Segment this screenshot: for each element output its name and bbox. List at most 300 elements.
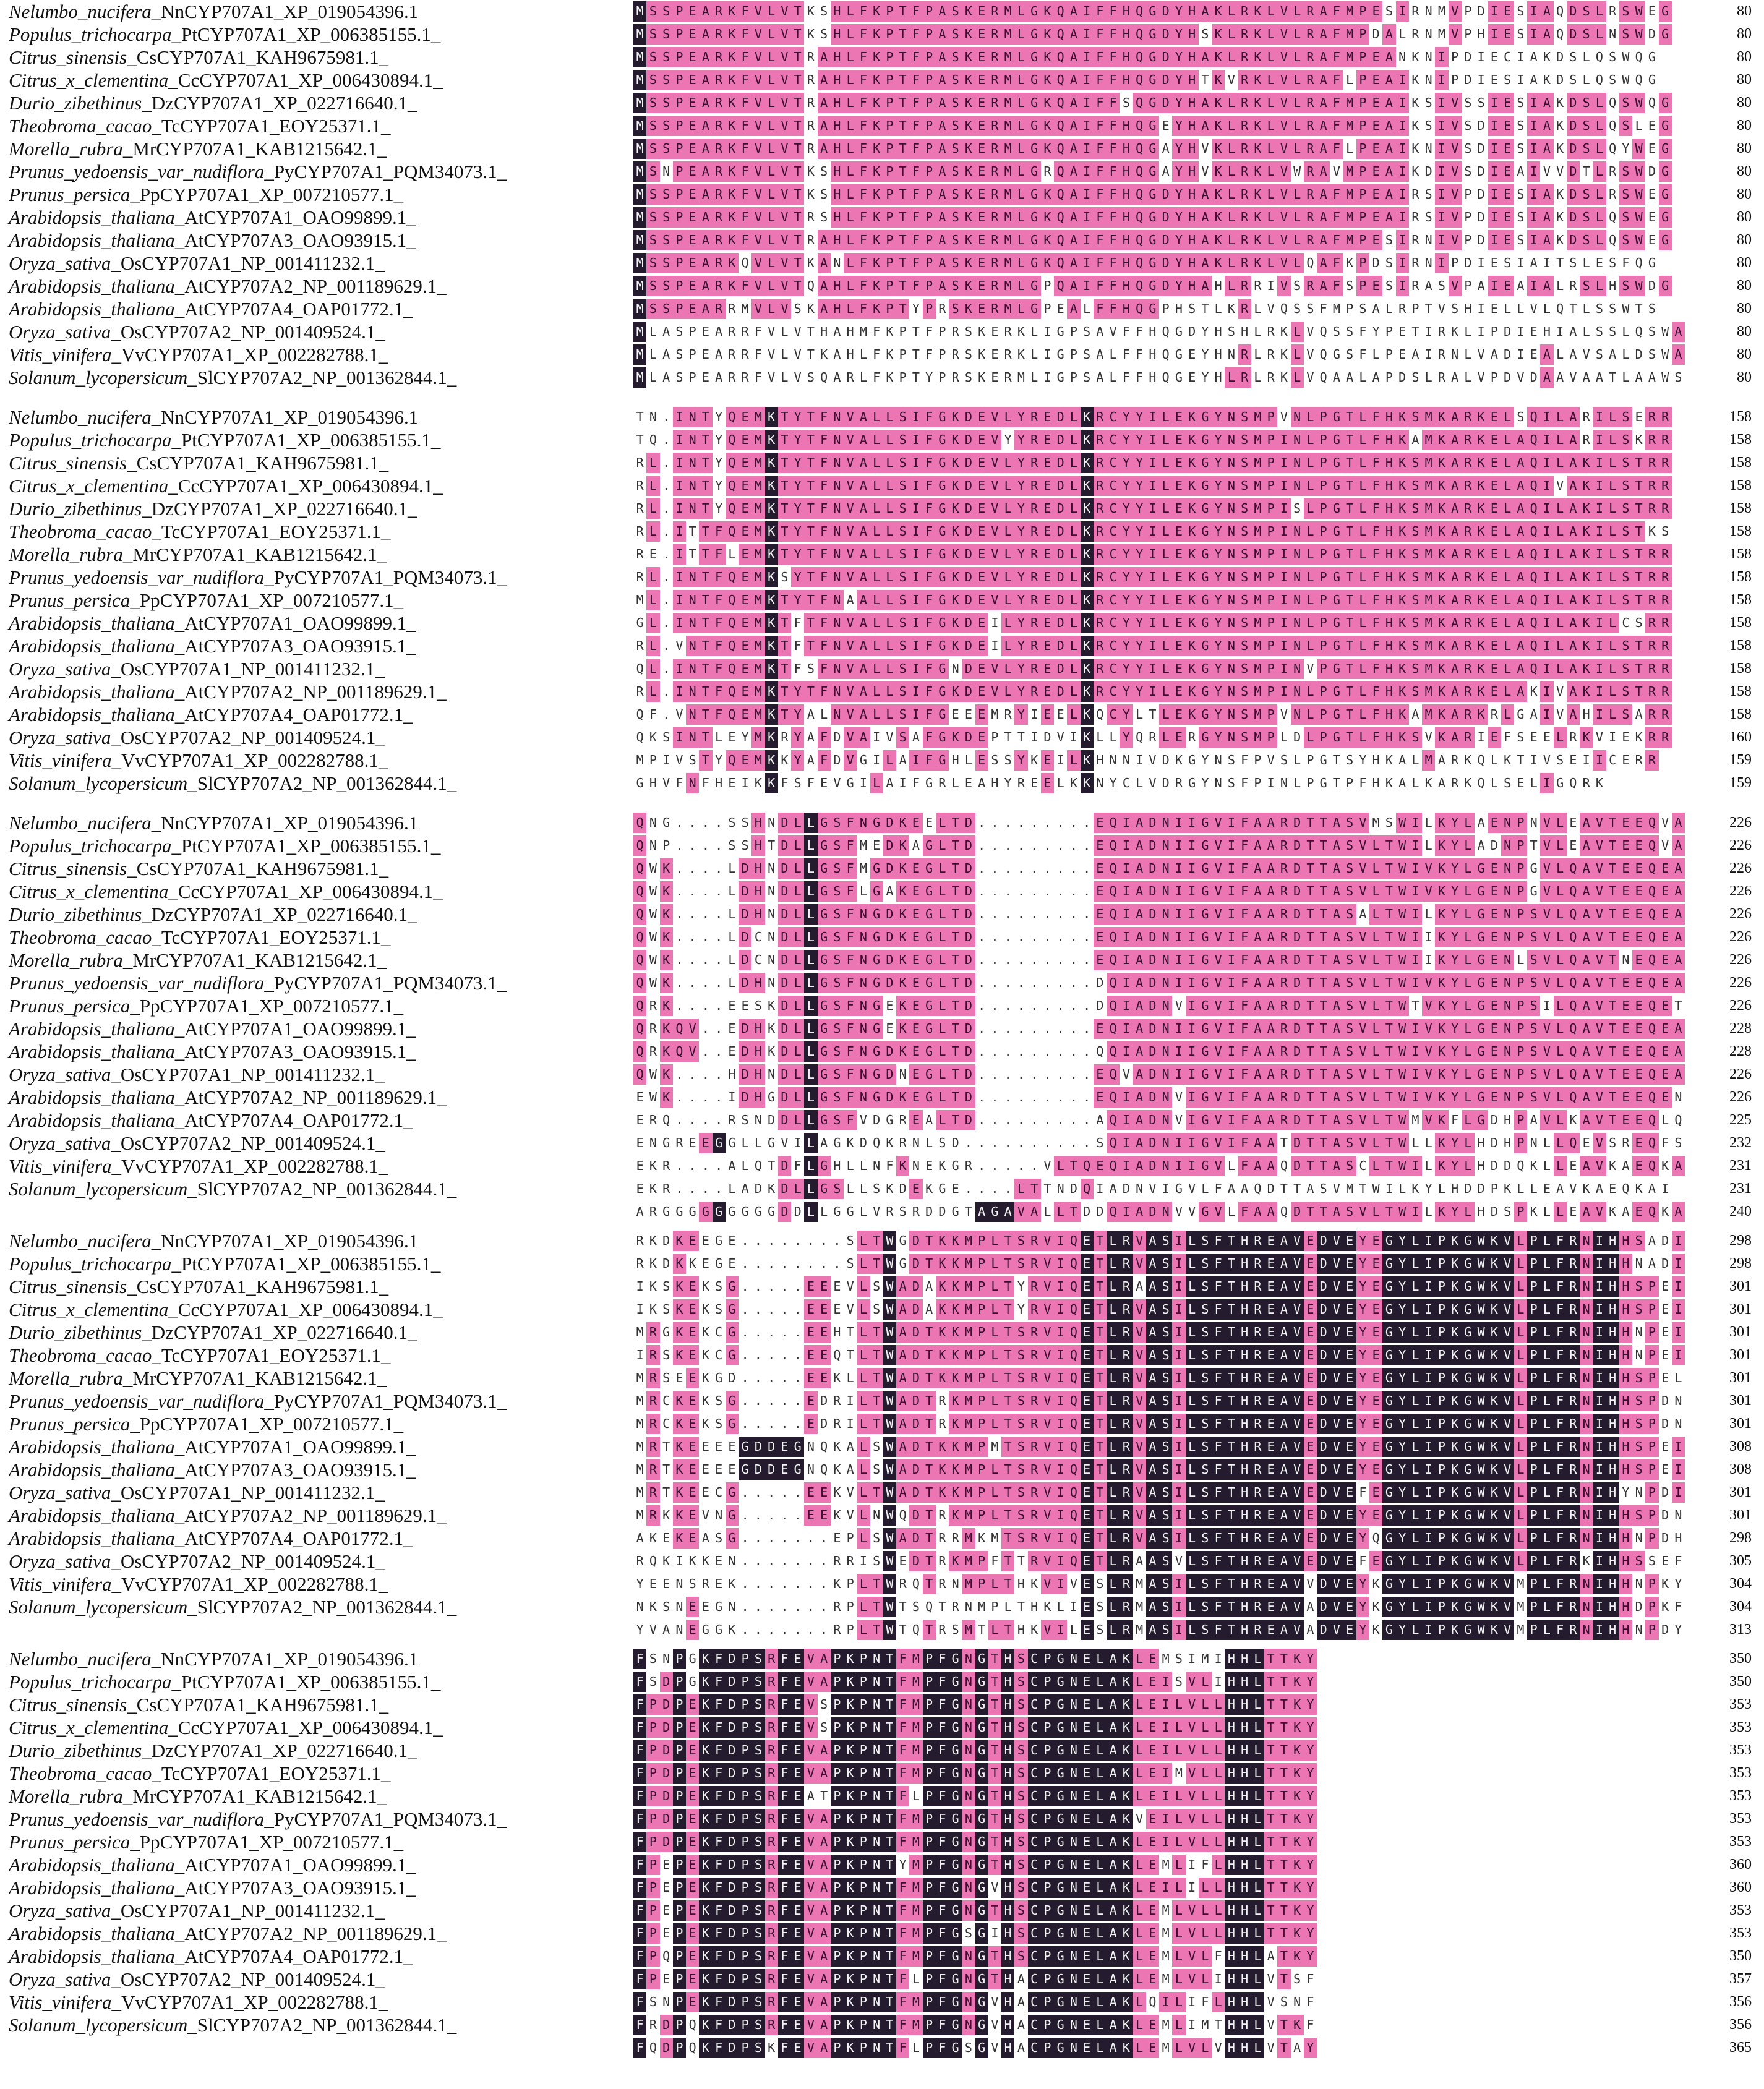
alignment-row bbox=[0, 275, 1764, 297]
residue: A bbox=[1449, 407, 1462, 427]
residue: L bbox=[1001, 613, 1014, 633]
position-number: 240 bbox=[1729, 1203, 1752, 1220]
residue: T bbox=[1067, 1202, 1080, 1222]
residue: D bbox=[1291, 904, 1304, 925]
residue: L bbox=[1304, 453, 1317, 473]
residue: L bbox=[1159, 590, 1172, 610]
residue: H bbox=[831, 184, 844, 205]
residue: F bbox=[1094, 24, 1107, 45]
residue: D bbox=[1054, 659, 1067, 679]
residue: D bbox=[1424, 164, 1432, 179]
residue: E bbox=[686, 139, 699, 159]
gene-id: _CsCYP707A1_KAH9675981.1_ bbox=[127, 858, 389, 879]
residue: G bbox=[1199, 476, 1212, 496]
residue: L bbox=[859, 370, 867, 385]
residue: I bbox=[1435, 230, 1448, 250]
residue: L bbox=[1014, 1, 1027, 22]
residue: I bbox=[1120, 1041, 1132, 1062]
residue: D bbox=[1490, 1113, 1498, 1127]
residue: D bbox=[739, 1087, 751, 1108]
residue: R bbox=[1659, 430, 1672, 450]
residue: E bbox=[909, 973, 922, 993]
residue: S bbox=[1609, 324, 1617, 339]
residue: F bbox=[1359, 347, 1367, 362]
residue: G bbox=[1330, 430, 1343, 450]
residue: F bbox=[739, 1, 751, 22]
residue: V bbox=[1212, 1087, 1225, 1108]
residue: I bbox=[1593, 659, 1606, 679]
residue: E bbox=[1501, 24, 1514, 45]
residue: F bbox=[923, 704, 936, 725]
residue: Q bbox=[1107, 813, 1120, 833]
residue: E bbox=[739, 681, 751, 702]
residue: A bbox=[1580, 1087, 1593, 1108]
residue: C bbox=[1609, 753, 1617, 767]
gene-id: _TcCYP707A1_EOY25371.1_ bbox=[152, 115, 391, 137]
residue: Q bbox=[1054, 1, 1067, 22]
residue: V bbox=[1593, 1202, 1606, 1222]
residue: G bbox=[1199, 927, 1212, 947]
sequence-name bbox=[9, 46, 388, 69]
residue: E bbox=[1632, 1064, 1645, 1085]
residue: P bbox=[938, 370, 946, 385]
residue: G bbox=[1475, 1041, 1488, 1062]
residue: G bbox=[728, 1135, 736, 1150]
residue: R bbox=[1028, 1276, 1041, 1297]
residue: G bbox=[1530, 861, 1538, 876]
residue: E bbox=[1369, 1276, 1382, 1297]
residue: T bbox=[1424, 301, 1432, 316]
residue: L bbox=[1014, 276, 1027, 296]
residue: D bbox=[739, 927, 751, 947]
residue: E bbox=[1488, 407, 1501, 427]
residue: I bbox=[1186, 813, 1199, 833]
residue: I bbox=[859, 775, 867, 790]
residue: S bbox=[949, 207, 962, 228]
residue: T bbox=[1304, 881, 1317, 902]
residue: Q bbox=[1567, 950, 1580, 970]
residue: G bbox=[713, 1133, 726, 1153]
residue: A bbox=[1569, 347, 1577, 362]
residue: . bbox=[675, 861, 683, 876]
residue: P bbox=[1435, 1345, 1448, 1365]
residue: P bbox=[1527, 1322, 1540, 1343]
residue: V bbox=[1306, 370, 1314, 385]
residue: L bbox=[1254, 347, 1262, 362]
residue: S bbox=[660, 230, 673, 250]
residue: Y bbox=[1449, 858, 1462, 879]
residue: Q bbox=[1567, 858, 1580, 879]
residue: . bbox=[978, 929, 986, 944]
alignment-row bbox=[0, 1200, 1764, 1223]
residue: E bbox=[1488, 636, 1501, 656]
residue: I bbox=[1186, 1041, 1199, 1062]
residue: Y bbox=[1201, 324, 1209, 339]
residue: L bbox=[1554, 636, 1567, 656]
residue: L bbox=[781, 347, 789, 362]
residue: F bbox=[1107, 139, 1120, 159]
residue: G bbox=[1146, 70, 1159, 90]
residue: L bbox=[1186, 1276, 1199, 1297]
residue: T bbox=[778, 498, 791, 519]
residue: . bbox=[715, 998, 723, 1013]
residue: G bbox=[870, 1019, 883, 1039]
residue: C bbox=[1107, 704, 1120, 725]
residue: R bbox=[988, 299, 1001, 319]
residue: K bbox=[1396, 613, 1409, 633]
residue: S bbox=[1504, 1204, 1512, 1219]
residue: L bbox=[1225, 139, 1238, 159]
residue: . bbox=[794, 1279, 802, 1294]
residue: K bbox=[1435, 1156, 1448, 1176]
residue: A bbox=[1067, 207, 1080, 228]
residue: N bbox=[754, 1113, 762, 1127]
residue: V bbox=[751, 139, 764, 159]
residue: D bbox=[778, 1156, 791, 1176]
residue: T bbox=[1280, 1135, 1288, 1150]
residue: Q bbox=[754, 1158, 762, 1173]
residue: L bbox=[1291, 47, 1304, 67]
residue: S bbox=[660, 1, 673, 22]
residue: I bbox=[1435, 47, 1448, 67]
residue: V bbox=[1277, 47, 1290, 67]
residue: A bbox=[1437, 775, 1445, 790]
residue: G bbox=[1028, 253, 1041, 273]
residue: P bbox=[1356, 161, 1369, 182]
residue: . bbox=[701, 952, 709, 967]
residue: K bbox=[765, 476, 778, 496]
residue: F bbox=[844, 813, 857, 833]
residue: S bbox=[1238, 727, 1251, 748]
residue: I bbox=[1540, 659, 1553, 679]
residue: K bbox=[1504, 753, 1512, 767]
residue: R bbox=[1094, 567, 1107, 587]
residue: E bbox=[991, 324, 999, 339]
residue: W bbox=[1396, 881, 1409, 902]
residue: S bbox=[1464, 164, 1472, 179]
residue: A bbox=[936, 139, 949, 159]
residue: E bbox=[1264, 1254, 1277, 1274]
residue: A bbox=[1556, 1181, 1564, 1196]
residue: E bbox=[1661, 1302, 1669, 1317]
residue: K bbox=[1435, 681, 1448, 702]
residue: F bbox=[923, 613, 936, 633]
residue: A bbox=[1449, 498, 1462, 519]
residue: G bbox=[923, 1064, 936, 1085]
residue: . bbox=[715, 838, 723, 853]
residue: S bbox=[660, 93, 673, 113]
residue: E bbox=[975, 161, 988, 182]
residue: A bbox=[1251, 813, 1264, 833]
residue: . bbox=[1083, 1113, 1091, 1127]
residue: I bbox=[1527, 207, 1540, 228]
residue: F bbox=[1238, 904, 1251, 925]
residue: Y bbox=[1359, 753, 1367, 767]
residue: I bbox=[1540, 590, 1553, 610]
residue: A bbox=[1067, 139, 1080, 159]
residue: K bbox=[726, 207, 739, 228]
residue: E bbox=[1488, 927, 1501, 947]
residue: F bbox=[1330, 230, 1343, 250]
residue: D bbox=[1146, 1019, 1159, 1039]
residue: F bbox=[923, 659, 936, 679]
residue: K bbox=[949, 1231, 962, 1251]
residue: G bbox=[1199, 1019, 1212, 1039]
residue: G bbox=[1475, 1019, 1488, 1039]
residue: E bbox=[909, 1064, 922, 1085]
species-name: Prunus_persica bbox=[9, 995, 131, 1017]
residue: D bbox=[1054, 590, 1067, 610]
residue: T bbox=[768, 838, 776, 853]
residue: L bbox=[1304, 590, 1317, 610]
residue: R bbox=[1645, 750, 1658, 771]
residue: S bbox=[1527, 950, 1540, 970]
residue: P bbox=[923, 161, 936, 182]
residue: H bbox=[1477, 27, 1485, 41]
residue: E bbox=[1488, 1019, 1501, 1039]
residue: S bbox=[1409, 613, 1422, 633]
residue: S bbox=[1619, 453, 1632, 473]
residue: A bbox=[1146, 1299, 1159, 1320]
residue: . bbox=[991, 1113, 999, 1127]
residue: L bbox=[883, 567, 896, 587]
residue: R bbox=[1659, 636, 1672, 656]
residue: K bbox=[1449, 1276, 1462, 1297]
residue: I bbox=[1069, 730, 1077, 745]
residue: Y bbox=[791, 453, 804, 473]
residue: M bbox=[751, 613, 764, 633]
sequence-residues bbox=[633, 681, 1672, 702]
residue: I bbox=[1186, 1087, 1199, 1108]
residue: E bbox=[1648, 4, 1656, 19]
residue: K bbox=[781, 753, 789, 767]
residue: K bbox=[1475, 476, 1488, 496]
residue: D bbox=[962, 1064, 975, 1085]
residue: P bbox=[1317, 430, 1330, 450]
residue: R bbox=[988, 93, 1001, 113]
residue: R bbox=[649, 1204, 657, 1219]
residue: A bbox=[818, 253, 831, 273]
residue: K bbox=[1488, 1322, 1501, 1343]
residue: K bbox=[962, 184, 975, 205]
residue: S bbox=[1580, 230, 1593, 250]
residue: L bbox=[1411, 753, 1419, 767]
residue: I bbox=[1081, 276, 1094, 296]
residue: R bbox=[1028, 1368, 1041, 1388]
residue: K bbox=[1186, 476, 1199, 496]
residue: P bbox=[1514, 904, 1527, 925]
residue: I bbox=[1043, 324, 1051, 339]
residue: S bbox=[675, 370, 683, 385]
residue: . bbox=[1083, 1021, 1091, 1036]
residue: . bbox=[662, 707, 670, 722]
residue: D bbox=[1146, 1041, 1159, 1062]
residue: G bbox=[951, 1204, 959, 1219]
residue: S bbox=[662, 1370, 670, 1385]
residue: A bbox=[1382, 47, 1395, 67]
residue: L bbox=[1540, 1322, 1553, 1343]
residue: K bbox=[726, 1, 739, 22]
residue: D bbox=[1291, 973, 1304, 993]
residue: M bbox=[1001, 93, 1014, 113]
residue: A bbox=[1672, 950, 1685, 970]
residue: L bbox=[936, 881, 949, 902]
residue: E bbox=[1543, 730, 1551, 745]
residue: M bbox=[1001, 1, 1014, 22]
residue: V bbox=[1291, 1231, 1304, 1251]
residue: S bbox=[1609, 1135, 1617, 1150]
residue: S bbox=[1409, 476, 1422, 496]
alignment-row bbox=[0, 520, 1764, 543]
residue: T bbox=[949, 950, 962, 970]
sequence-residues bbox=[633, 904, 1685, 925]
residue: F bbox=[1238, 858, 1251, 879]
residue: R bbox=[728, 347, 736, 362]
residue: S bbox=[1343, 1041, 1356, 1062]
residue: G bbox=[1659, 116, 1672, 136]
residue: V bbox=[675, 707, 683, 722]
residue: D bbox=[1146, 1064, 1159, 1085]
residue: F bbox=[909, 276, 922, 296]
residue: A bbox=[1096, 324, 1104, 339]
residue: F bbox=[844, 1041, 857, 1062]
residue: E bbox=[909, 904, 922, 925]
sequence-name bbox=[9, 1177, 456, 1200]
residue: S bbox=[831, 835, 844, 856]
residue: S bbox=[831, 1179, 844, 1199]
residue: V bbox=[1449, 139, 1462, 159]
residue: G bbox=[1146, 139, 1159, 159]
residue: I bbox=[673, 613, 686, 633]
residue: L bbox=[1356, 544, 1369, 565]
residue: I bbox=[1186, 881, 1199, 902]
residue: T bbox=[778, 407, 791, 427]
residue: I bbox=[1277, 498, 1290, 519]
residue: R bbox=[1304, 93, 1317, 113]
residue: N bbox=[1501, 904, 1514, 925]
residue: L bbox=[649, 370, 657, 385]
residue: R bbox=[1645, 544, 1658, 565]
residue: L bbox=[1227, 1158, 1235, 1173]
residue: K bbox=[938, 1158, 946, 1173]
residue: R bbox=[1462, 567, 1475, 587]
residue: S bbox=[1346, 324, 1354, 339]
residue: I bbox=[1609, 730, 1617, 745]
residue: D bbox=[1122, 1181, 1130, 1196]
residue: I bbox=[1582, 753, 1590, 767]
residue: A bbox=[936, 24, 949, 45]
residue: T bbox=[1280, 1181, 1288, 1196]
residue: V bbox=[844, 430, 857, 450]
residue: K bbox=[765, 407, 778, 427]
residue: P bbox=[1264, 590, 1277, 610]
residue: I bbox=[1540, 681, 1553, 702]
residue: F bbox=[1212, 1254, 1225, 1274]
residue: L bbox=[1554, 858, 1567, 879]
residue: L bbox=[1554, 1156, 1567, 1176]
residue: S bbox=[1238, 613, 1251, 633]
residue: E bbox=[1632, 858, 1645, 879]
residue: E bbox=[1632, 1041, 1645, 1062]
residue: V bbox=[1133, 1345, 1146, 1365]
alignment-block bbox=[0, 811, 1764, 1223]
residue: T bbox=[1094, 1345, 1107, 1365]
residue: F bbox=[713, 704, 726, 725]
residue: . bbox=[1069, 998, 1077, 1013]
residue: S bbox=[1648, 347, 1656, 362]
residue: A bbox=[1580, 927, 1593, 947]
residue: Y bbox=[1014, 681, 1027, 702]
residue: Q bbox=[1107, 1041, 1120, 1062]
residue: S bbox=[896, 590, 909, 610]
residue: H bbox=[751, 1019, 764, 1039]
residue: A bbox=[1317, 161, 1330, 182]
residue: T bbox=[1382, 1087, 1395, 1108]
residue: A bbox=[1067, 253, 1080, 273]
residue: S bbox=[1238, 430, 1251, 450]
residue: T bbox=[1382, 835, 1395, 856]
residue: K bbox=[896, 904, 909, 925]
residue: K bbox=[1435, 927, 1448, 947]
residue: A bbox=[1672, 1019, 1685, 1039]
residue: P bbox=[1385, 324, 1393, 339]
residue: I bbox=[1120, 1019, 1132, 1039]
residue: I bbox=[909, 498, 922, 519]
residue: L bbox=[1369, 1110, 1382, 1130]
residue: . bbox=[675, 1090, 683, 1104]
residue: I bbox=[909, 750, 922, 771]
alignment-row bbox=[0, 680, 1764, 703]
residue: F bbox=[1094, 161, 1107, 182]
residue: H bbox=[833, 1158, 841, 1173]
residue: D bbox=[662, 1256, 670, 1271]
residue: C bbox=[754, 952, 762, 967]
residue: A bbox=[1241, 1181, 1249, 1196]
residue: L bbox=[846, 1370, 854, 1385]
residue: G bbox=[1330, 544, 1343, 565]
residue: I bbox=[1543, 255, 1551, 270]
gene-id: _AtCYP707A3_OAO93915.1_ bbox=[174, 229, 416, 251]
residue: F bbox=[925, 347, 933, 362]
residue: V bbox=[1175, 1204, 1183, 1219]
residue: L bbox=[1606, 567, 1619, 587]
residue: Q bbox=[1107, 1019, 1120, 1039]
sequence-residues bbox=[633, 430, 1672, 450]
residue: R bbox=[636, 478, 644, 493]
residue: V bbox=[1540, 950, 1553, 970]
residue: A bbox=[1264, 813, 1277, 833]
residue: V bbox=[1540, 1019, 1553, 1039]
residue: E bbox=[975, 276, 988, 296]
residue: L bbox=[804, 1156, 817, 1176]
residue: T bbox=[804, 567, 817, 587]
residue: R bbox=[1028, 1299, 1041, 1320]
residue: E bbox=[1632, 927, 1645, 947]
residue: Q bbox=[1054, 230, 1067, 250]
residue: . bbox=[675, 884, 683, 899]
residue: T bbox=[896, 230, 909, 250]
residue: S bbox=[662, 730, 670, 745]
residue: R bbox=[807, 49, 815, 64]
residue: V bbox=[1356, 1110, 1369, 1130]
species-name: Oryza_sativa bbox=[9, 252, 111, 274]
residue: S bbox=[1517, 141, 1525, 156]
residue: D bbox=[962, 681, 975, 702]
residue: V bbox=[844, 727, 857, 748]
residue: G bbox=[1475, 927, 1488, 947]
residue: M bbox=[1422, 590, 1435, 610]
residue: H bbox=[1120, 161, 1132, 182]
